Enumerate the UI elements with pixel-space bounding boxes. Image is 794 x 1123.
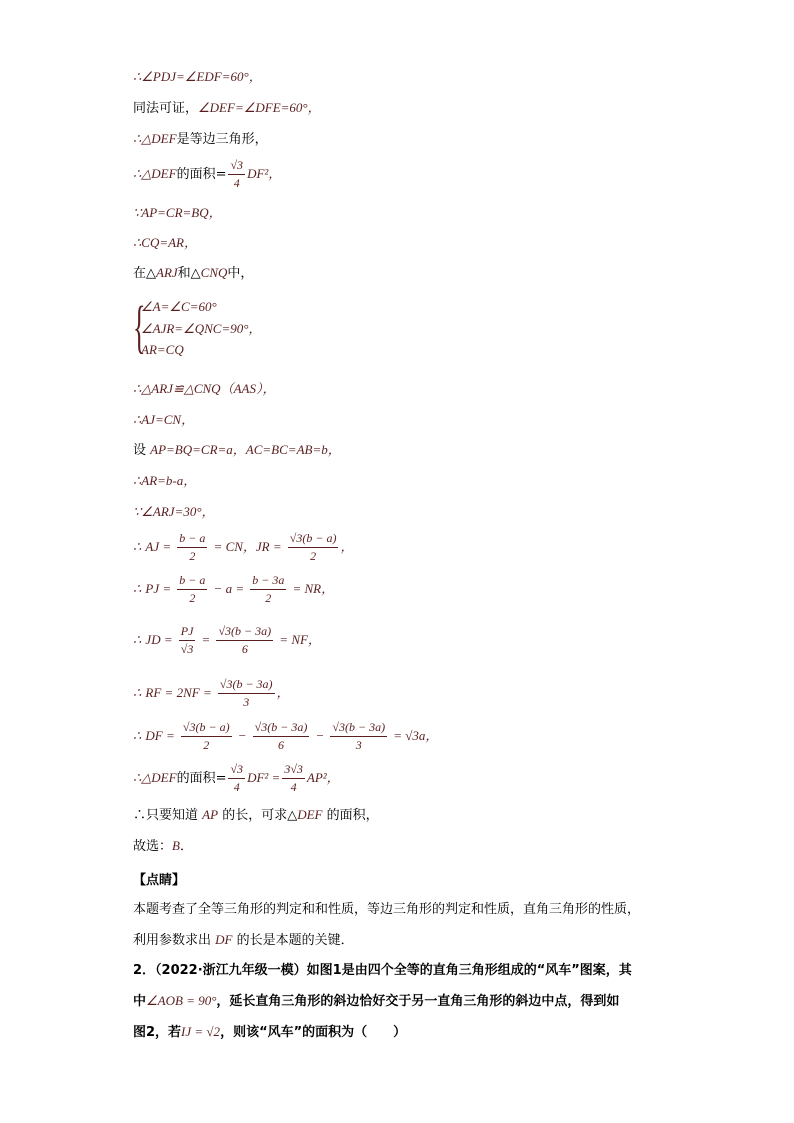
step-line-15: ∴ JD = $\frac{PJ}{√3}$ = $\frac{√3(b - 3a)}{6}$ = NF， (133, 624, 321, 656)
fraction: $\frac{√3(b - 3a)}{3}$ (332, 720, 386, 752)
step-line-14: ∴ PJ = $\frac{b - a}{2}$ − a = $\frac{b - 3a}{2}$ = NR， (133, 573, 335, 605)
step-line-13: ∴ AJ = $\frac{b - a}{2}$ = CN，JR = $\frac{√3(b - a)}{2}$ ， (133, 531, 354, 563)
fraction: $\frac{√3(b - 3a)}{3}$ (219, 677, 273, 709)
step-line-9: ∴AJ=CN， (133, 412, 195, 427)
step-line-10: 设 AP=BQ=CR=a，AC=BC=AB=b， (133, 442, 341, 458)
step-line-1: ∴∠PDJ=∠EDF=60°， (133, 69, 262, 84)
step-line-17: ∴ DF = $\frac{√3(b - a)}{2}$ − $\frac{√3(b - 3a)}{6}$ − $\frac{√3(b - 3a)}{3}$ = √3a， (133, 720, 439, 752)
step-line-19: ∴只要知道 AP 的长，可求△DEF 的面积， (133, 807, 379, 823)
fraction: $\frac{√3}{4}$ (230, 158, 244, 190)
fraction: $\frac{√3(b - a)}{2}$ (182, 720, 230, 752)
fraction: $\frac{PJ}{√3}$ (180, 624, 194, 656)
question-2: 2．（2022·浙江九年级一模）如图1是由四个全等的直角三角形组成的“风车”图案，其 中∠AOB = 90°，延长直角三角形的斜边恰好交于另一直角三角形的斜边中点，得到如 图2，若IJ = √2，则该“风车”的面积为（ ） (133, 963, 632, 1040)
step-line-18: ∴△DEF的面积= $\frac{√3}{4}$ DF² = $\frac{3√3}{4}$ AP²， (133, 762, 340, 794)
condition-3: AR=CQ (141, 342, 184, 357)
condition-2: ∠AJR=∠QNC=90°， (141, 321, 262, 336)
fraction: $\frac{b - 3a}{2}$ (252, 573, 285, 605)
step-line-7: 在△ARJ和△CNQ中， (133, 265, 254, 281)
step-line-20: 故选：B． (133, 838, 193, 854)
step-line-11: ∴AR=b-a， (133, 473, 197, 488)
comment-paragraph: 本题考查了全等三角形的判定和和性质，等边三角形的判定和性质，直角三角形的性质， 利用参数求出 DF 的长是本题的关键． (133, 902, 641, 948)
step-line-6: ∴CQ=AR， (133, 235, 197, 250)
step-line-8: ∴△ARJ≌△CNQ（AAS）， (133, 381, 276, 396)
step-line-5: ∵AP=CR=BQ， (133, 205, 222, 220)
fraction: $\frac{√3(b - 3a)}{6}$ (218, 624, 272, 656)
dianjing-heading: 【点睛】 (133, 873, 186, 888)
step-line-16: ∴ RF = 2NF = $\frac{√3(b - 3a)}{3}$ ， (133, 677, 290, 709)
fraction: $\frac{√3}{4}$ (230, 762, 244, 794)
fraction: $\frac{√3(b - a)}{2}$ (289, 531, 337, 563)
step-line-3: ∴△DEF是等边三角形， (133, 131, 268, 147)
fraction: $\frac{3√3}{4}$ (284, 762, 303, 794)
fraction: $\frac{√3(b - 3a)}{6}$ (254, 720, 308, 752)
step-line-12: ∵∠ARJ=30°， (133, 504, 215, 519)
congruence-conditions (133, 294, 353, 359)
step-line-4: ∴△DEF的面积= $\frac{√3}{4}$ DF²， (133, 158, 282, 190)
left-brace: { (133, 294, 146, 359)
condition-1: ∠A=∠C=60° (141, 299, 217, 314)
fraction: $\frac{b - a}{2}$ (179, 573, 206, 605)
fraction: $\frac{b - a}{2}$ (179, 531, 206, 563)
step-line-2: 同法可证，∠DEF=∠DFE=60°， (133, 100, 321, 116)
